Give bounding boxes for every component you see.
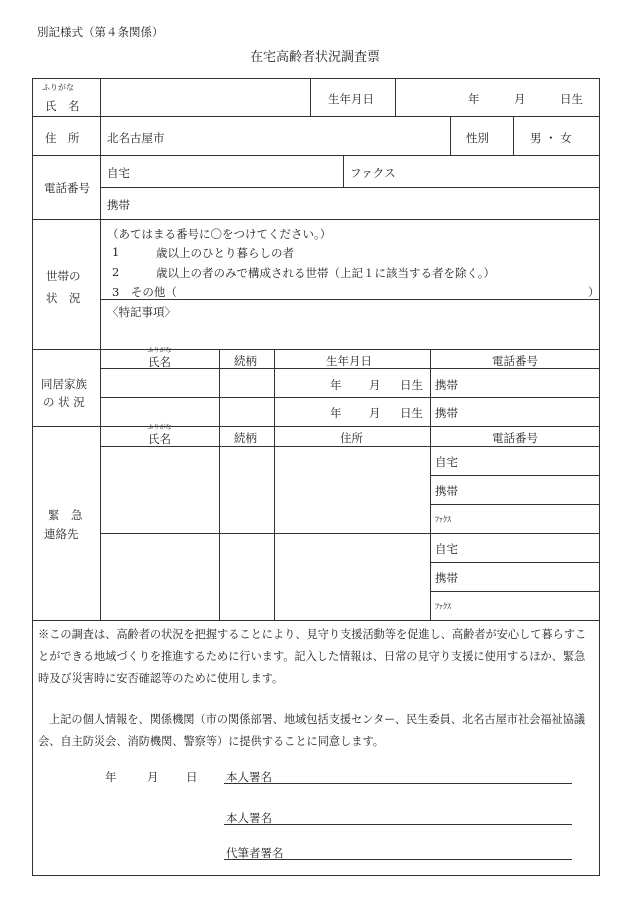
- cohabitant-row2-year: 年: [330, 406, 342, 420]
- sign-year: 年: [105, 770, 117, 784]
- option2-number: 2: [112, 265, 120, 279]
- cohabitant-label-1: 同居家族: [41, 377, 87, 391]
- name-field[interactable]: [102, 80, 308, 114]
- birth-month-label: 月: [514, 92, 526, 106]
- contact2-mobile: 携帯: [435, 571, 458, 585]
- option2-text[interactable]: 歳以上の者のみで構成される世帯（上記１に該当する者を除く。）: [156, 266, 496, 280]
- consent-statement: 上記の個人情報を、関係機関（市の関係部署、地域包括支援センター、民生委員、北名古屋市社会福祉協議会、自主防災会、消防機関、警察等）に提供することに同意します。: [38, 713, 586, 748]
- birth-day-label: 日生: [560, 92, 583, 106]
- emergency-label-2: 連絡先: [44, 527, 79, 541]
- sign-day: 日: [186, 770, 198, 784]
- mobile-label: 携帯: [107, 198, 130, 212]
- cohabitant-row1-year: 年: [330, 378, 342, 392]
- cohabitant-row1-day: 日生: [400, 378, 423, 392]
- option3-text[interactable]: 3 その他（: [112, 285, 177, 299]
- contact1-mobile: 携帯: [435, 484, 458, 498]
- emergency-name-ruby: ふりがな: [147, 424, 172, 431]
- cohabitant-row2-day: 日生: [400, 406, 423, 420]
- contact2-fax: ﾌｧｸｽ: [435, 602, 451, 611]
- name-ruby: ふりがな: [147, 347, 172, 354]
- proxy-signature-label: 代筆者署名: [226, 846, 284, 860]
- household-instruction: （あてはまる番号に〇をつけてください。）: [107, 227, 332, 241]
- household-label-2: 状 況: [46, 291, 81, 305]
- address-label: 住 所: [45, 131, 80, 145]
- cohabitant-row2-month: 月: [369, 406, 381, 420]
- self-signature-line-2[interactable]: [224, 824, 572, 825]
- self-signature-label-2: 本人署名: [226, 811, 272, 825]
- name-header-text: 氏名: [148, 355, 171, 369]
- cohabitant-row2-mobile: 携帯: [435, 406, 458, 420]
- contact2-home: 自宅: [435, 542, 458, 556]
- emergency-name-header-text: 氏名: [148, 432, 171, 446]
- option3-close: ）: [588, 285, 600, 299]
- emergency-label-1: 緊 急: [48, 508, 83, 522]
- proxy-signature-line[interactable]: [224, 859, 572, 860]
- cohabitant-phone-header: 電話番号: [492, 354, 538, 368]
- cohabitant-relation-header: 続柄: [234, 354, 257, 368]
- furigana-label: ふりがな: [42, 83, 74, 92]
- cohabitant-name-header: [100, 348, 219, 370]
- home-phone-label: 自宅: [107, 166, 130, 180]
- birth-label: 生年月日: [328, 92, 374, 106]
- special-notes-label: 〈特記事項〉: [107, 305, 176, 319]
- gender-label: 性別: [466, 131, 489, 145]
- privacy-notice: ※この調査は、高齢者の状況を把握することにより、見守り支援活動等を促進し、高齢者が安心して暮らすことができる地域づくりを推進するために行います。記入した情報は、日常の見守り支援に使用するほか、緊急時及び災害時に安否確認等のために使用します。: [38, 628, 587, 685]
- fax-label: ファクス: [350, 166, 396, 180]
- sign-month: 月: [147, 770, 159, 784]
- form-number: 別記様式（第４条関係）: [37, 25, 164, 39]
- contact1-home: 自宅: [435, 455, 458, 469]
- self-signature-label-1: 本人署名: [226, 770, 272, 784]
- gender-options[interactable]: 男 ・ 女: [530, 131, 572, 145]
- household-label-1: 世帯の: [46, 269, 81, 283]
- cohabitant-row1-month: 月: [369, 378, 381, 392]
- emergency-phone-header: 電話番号: [492, 431, 538, 445]
- name-label: 氏 名: [45, 99, 80, 113]
- cohabitant-row1-mobile: 携帯: [435, 378, 458, 392]
- self-signature-line-1[interactable]: [224, 783, 572, 784]
- phone-label: 電話番号: [44, 181, 90, 195]
- contact1-fax: ﾌｧｸｽ: [435, 515, 451, 524]
- option1-text[interactable]: 歳以上のひとり暮らしの者: [156, 246, 294, 260]
- birth-year-label: 年: [468, 92, 480, 106]
- page-title: 在宅高齢者状況調査票: [250, 50, 381, 65]
- emergency-relation-header: 続柄: [234, 431, 257, 445]
- option1-number: 1: [112, 245, 120, 259]
- emergency-name-header: [100, 425, 219, 447]
- address-value[interactable]: 北名古屋市: [107, 131, 165, 145]
- cohabitant-label-2: の 状 況: [43, 395, 85, 409]
- cohabitant-birth-header: 生年月日: [326, 354, 372, 368]
- emergency-address-header: 住所: [340, 431, 363, 445]
